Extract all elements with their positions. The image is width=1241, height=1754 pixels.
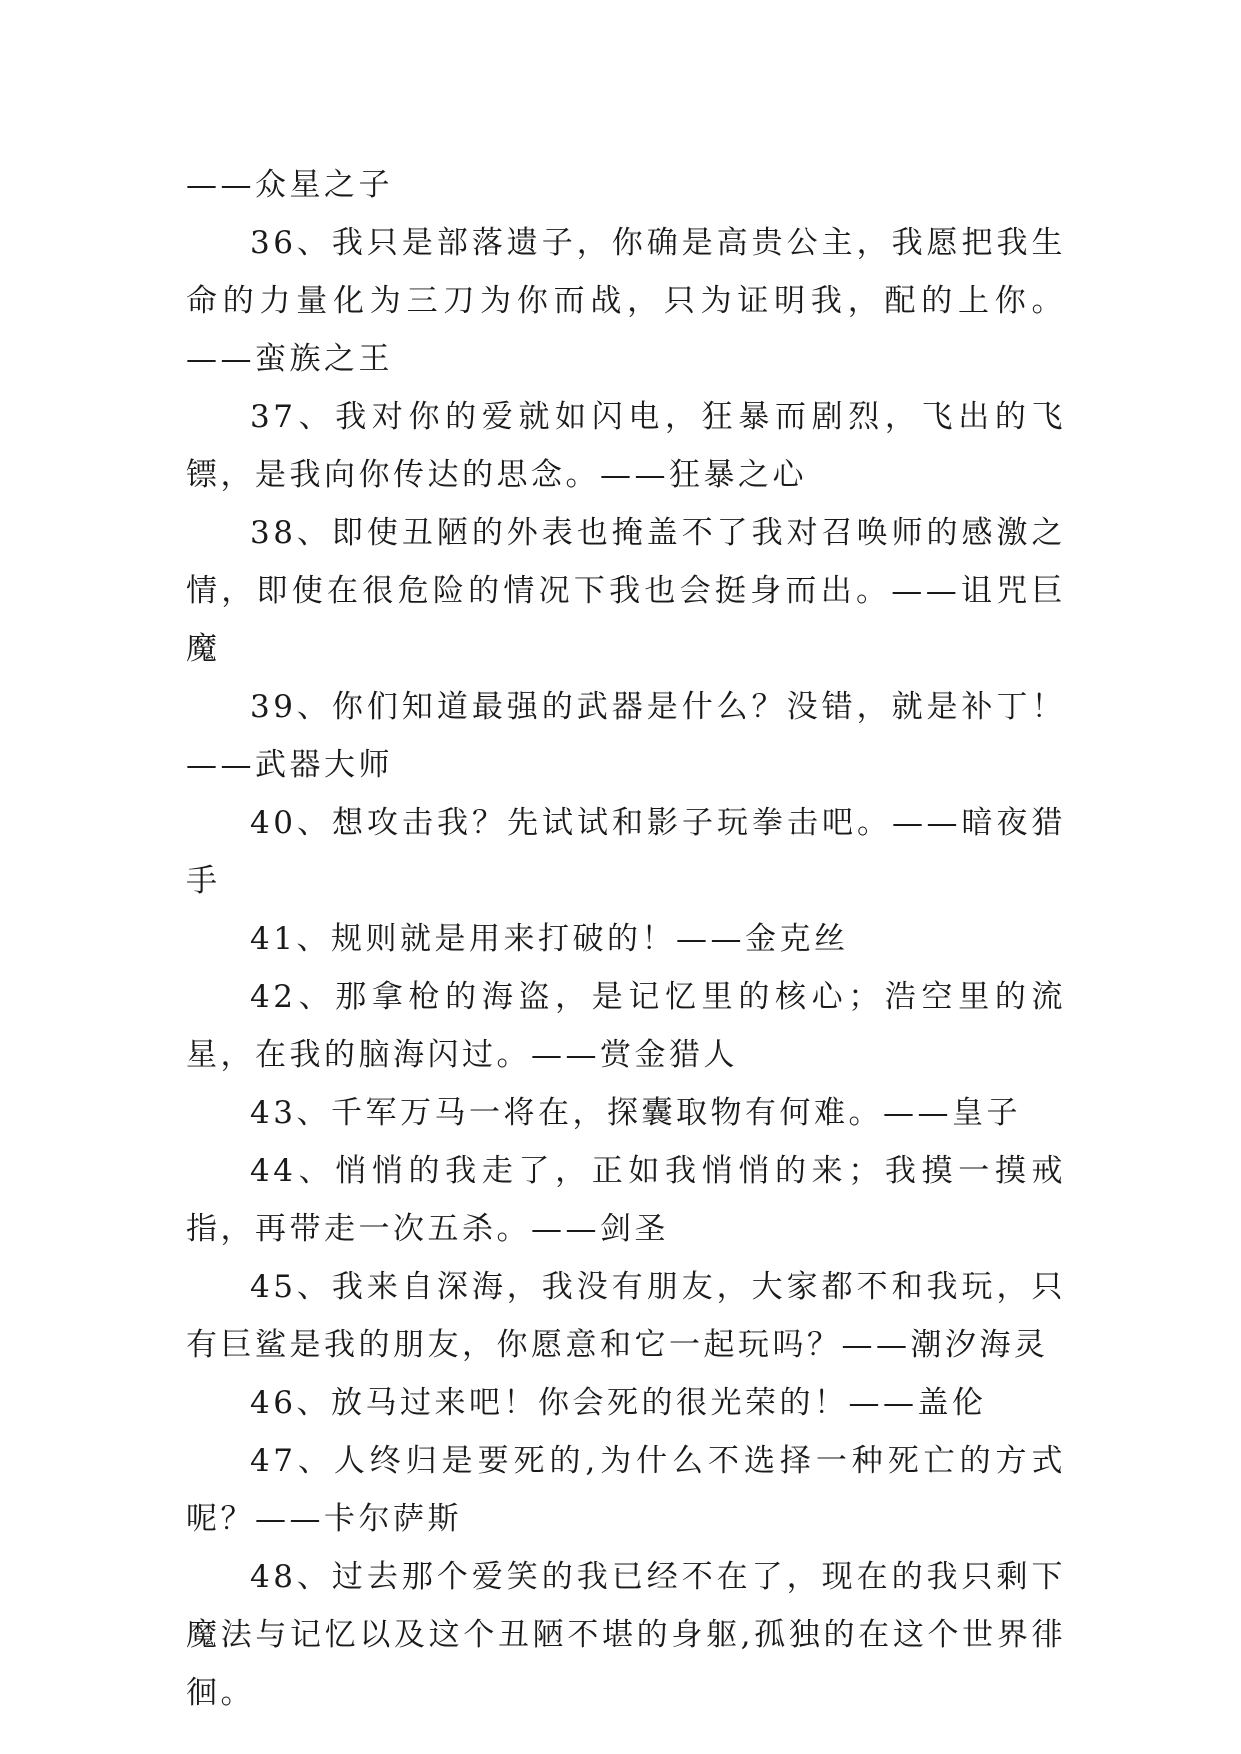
paragraph-47: 47、人终归是要死的,为什么不选择一种死亡的方式呢？——卡尔萨斯 [186,1443,1066,1537]
paragraph-46: 46、放马过来吧！你会死的很光荣的！——盖伦 [250,1385,987,1421]
paragraph-48: 48、过去那个爱笑的我已经不在了，现在的我只剩下魔法与记忆以及这个丑陋不堪的身躯,孤独的在这个世界徘徊。 [186,1559,1066,1711]
document-body [186,156,1066,1722]
paragraph-45: 45、我来自深海，我没有朋友，大家都不和我玩，只有巨鲨是我的朋友，你愿意和它一起玩吗？——潮汐海灵 [186,1269,1066,1363]
paragraph-38: 38、即使丑陋的外表也掩盖不了我对召唤师的感激之情，即使在很危险的情况下我也会挺身而出。——诅咒巨魔 [186,515,1066,667]
paragraph-42: 42、那拿枪的海盗，是记忆里的核心；浩空里的流星，在我的脑海闪过。——赏金猎人 [186,979,1066,1073]
paragraph-0: ——众星之子 [186,167,393,203]
paragraph-41: 41、规则就是用来打破的！——金克丝 [250,921,849,957]
paragraph-37: 37、我对你的爱就如闪电，狂暴而剧烈，飞出的飞镖，是我向你传达的思念。——狂暴之心 [186,399,1066,493]
paragraph-43: 43、千军万马一将在，探囊取物有何难。——皇子 [250,1095,1021,1131]
paragraph-44: 44、悄悄的我走了，正如我悄悄的来；我摸一摸戒指，再带走一次五杀。——剑圣 [186,1153,1066,1247]
paragraph-40: 40、想攻击我？先试试和影子玩拳击吧。——暗夜猎手 [186,805,1066,899]
paragraph-39: 39、你们知道最强的武器是什么？没错，就是补丁！——武器大师 [186,689,1066,783]
paragraph-36: 36、我只是部落遗子，你确是高贵公主，我愿把我生命的力量化为三刀为你而战，只为证明我，配的上你。——蛮族之王 [186,225,1066,377]
